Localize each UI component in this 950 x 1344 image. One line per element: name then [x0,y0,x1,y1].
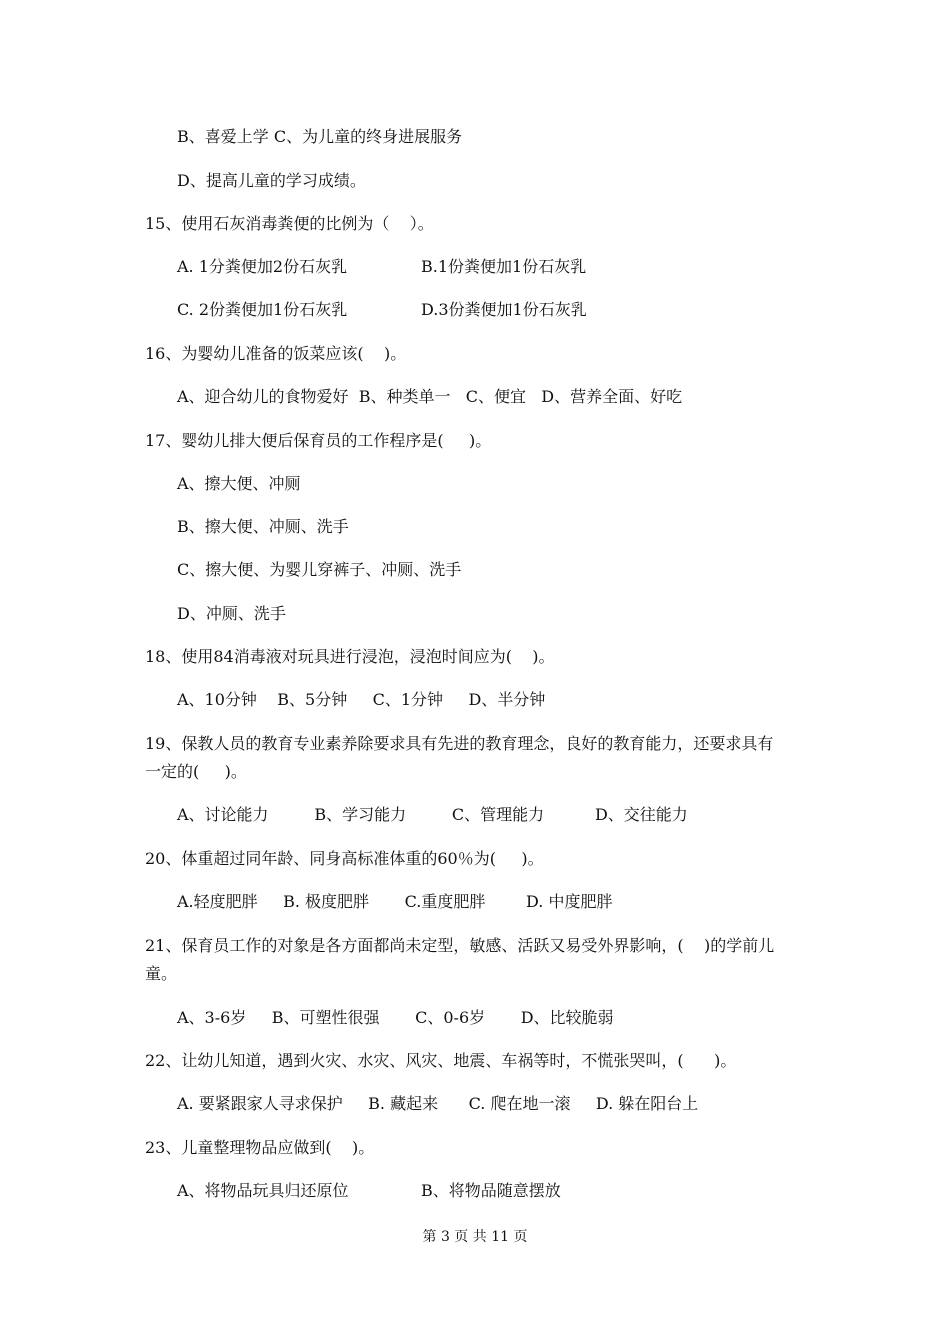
question-22: 22、让幼儿知道，遇到火灾、水灾、风灾、地震、车祸等时，不慌张哭叫，( )。 [145,1051,737,1070]
option-row [177,257,877,277]
question-20: 20、体重超过同年龄、同身高标准体重的60％为( )。 [145,849,544,868]
question-21: 21、保育员工作的对象是各方面都尚未定型，敏感、活跃又易受外界影响，( )的学前儿 [145,936,775,955]
option-a: A、擦大便、冲厕 [177,474,301,493]
option-line: D、提高儿童的学习成绩。 [177,171,366,190]
option-a: A. 1分粪便加2份石灰乳 [177,257,348,276]
page-number-footer: 第 3 页 共 11 页 [422,1229,528,1245]
option-d: D.3份粪便加1份石灰乳 [421,300,587,319]
question-18: 18、使用84消毒液对玩具进行浸泡，浸泡时间应为( )。 [145,647,555,666]
question-19-continued: 一定的( )。 [145,762,247,781]
option-row [177,1181,877,1201]
option-b: B.1份粪便加1份石灰乳 [421,257,587,276]
question-16: 16、为婴幼儿准备的饭菜应该( )。 [145,344,407,363]
option-c: C. 2份粪便加1份石灰乳 [177,300,348,319]
question-17: 17、婴幼儿排大便后保育员的工作程序是( )。 [145,431,492,450]
option-d: D、冲厕、洗手 [177,604,286,623]
question-21-continued: 童。 [145,964,178,983]
option-line: A、迎合幼儿的食物爱好 B、种类单一 C、便宜 D、营养全面、好吃 [177,387,683,406]
option-line: A、3-6岁 B、可塑性很强 C、0-6岁 D、比较脆弱 [177,1008,614,1027]
option-line: A、10分钟 B、5分钟 C、1分钟 D、半分钟 [177,690,546,709]
question-19: 19、保教人员的教育专业素养除要求具有先进的教育理念，良好的教育能力，还要求具有 [145,734,774,753]
option-c: C、擦大便、为婴儿穿裤子、冲厕、洗手 [177,560,462,579]
question-15: 15、使用石灰消毒粪便的比例为（ ）。 [145,214,434,233]
option-line: B、喜爱上学 C、为儿童的终身进展服务 [177,127,463,146]
option-line: A、讨论能力 B、学习能力 C、管理能力 D、交往能力 [177,805,688,824]
option-line: A. 要紧跟家人寻求保护 B. 藏起来 C. 爬在地一滚 D. 躲在阳台上 [177,1094,699,1113]
option-b: B、将物品随意摆放 [421,1181,561,1200]
question-23: 23、儿童整理物品应做到( )。 [145,1138,375,1157]
option-a: A、将物品玩具归还原位 [177,1181,349,1200]
option-row [177,300,877,320]
option-line: A.轻度肥胖 B. 极度肥胖 C.重度肥胖 D. 中度肥胖 [177,892,613,911]
option-b: B、擦大便、冲厕、洗手 [177,517,349,536]
